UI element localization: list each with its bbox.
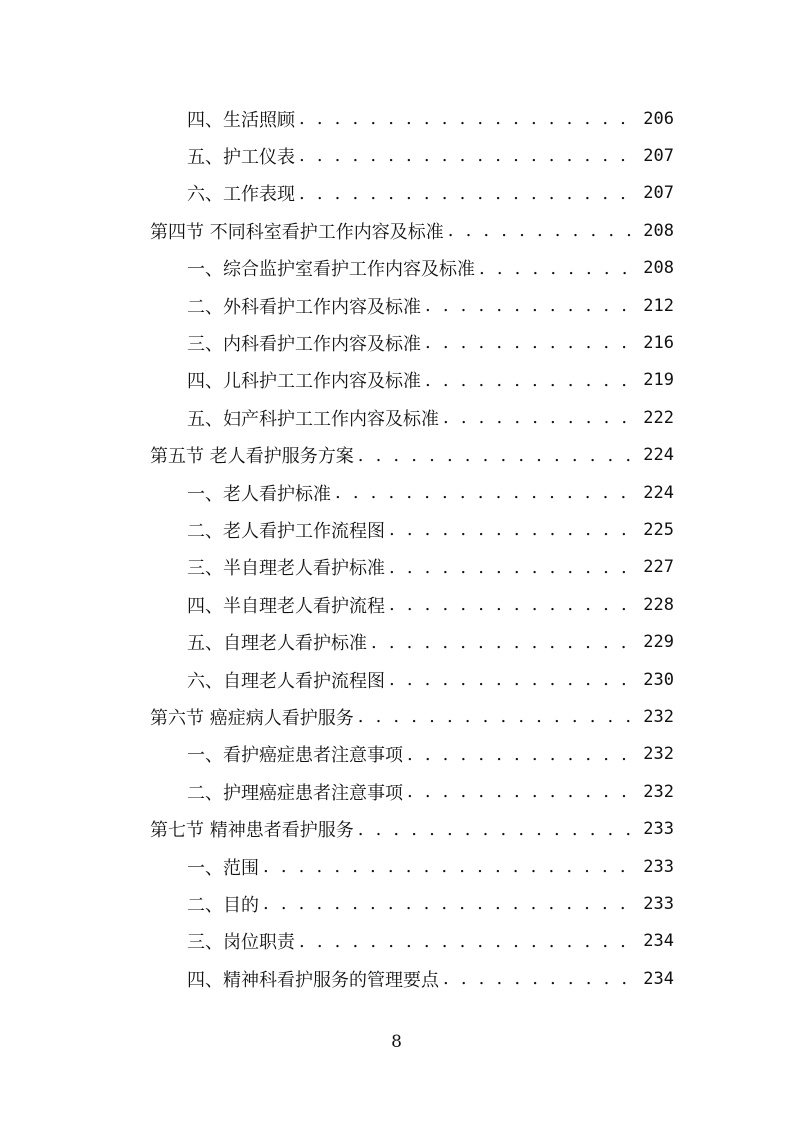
toc-entry-page: 232	[643, 744, 674, 765]
toc-dot-leader	[263, 856, 632, 877]
toc-entry-page: 207	[643, 183, 674, 204]
toc-entry-page: 233	[643, 893, 674, 914]
toc-item-entry[interactable]	[0, 960, 793, 997]
toc-item-entry[interactable]	[0, 624, 793, 661]
toc-entry-label: 第五节 老人看护服务方案	[150, 446, 354, 468]
toc-section-entry[interactable]	[0, 212, 793, 249]
toc-item-entry[interactable]	[0, 661, 793, 698]
toc-dot-leader	[389, 557, 632, 578]
toc-item-entry[interactable]	[0, 474, 793, 511]
page-number: 8	[391, 1032, 402, 1052]
toc-entry-label: 二、老人看护工作流程图	[187, 520, 385, 542]
toc-section-entry[interactable]	[0, 811, 793, 848]
toc-entry-label: 六、自理老人看护流程图	[187, 670, 385, 692]
toc-dot-leader	[358, 445, 632, 466]
toc-entry-label: 第七节 精神患者看护服务	[150, 820, 354, 842]
toc-dot-leader	[407, 781, 632, 802]
toc-entry-page: 224	[643, 445, 674, 466]
toc-item-entry[interactable]	[0, 399, 793, 436]
toc-item-entry[interactable]	[0, 137, 793, 174]
toc-item-entry[interactable]	[0, 586, 793, 623]
toc-item-entry[interactable]	[0, 885, 793, 922]
toc-entry-label: 一、老人看护标准	[187, 483, 331, 505]
toc-entry-label: 五、妇产科护工工作内容及标准	[187, 408, 439, 430]
toc-entry-label: 三、岗位职责	[187, 932, 295, 954]
toc-dot-leader	[358, 706, 632, 727]
toc-dot-leader	[389, 669, 632, 690]
toc-dot-leader	[425, 332, 632, 353]
toc-item-entry[interactable]	[0, 848, 793, 885]
toc-item-entry[interactable]	[0, 175, 793, 212]
toc-entry-page: 233	[643, 819, 674, 840]
toc-dot-leader	[371, 632, 632, 653]
toc-entry-label: 五、自理老人看护标准	[187, 633, 367, 655]
toc-entry-page: 232	[643, 706, 674, 727]
toc-entry-label: 五、护工仪表	[187, 146, 295, 168]
toc-item-entry[interactable]	[0, 923, 793, 960]
toc-entry-page: 232	[643, 781, 674, 802]
toc-entry-page: 219	[643, 370, 674, 391]
toc-entry-page: 230	[643, 669, 674, 690]
toc-dot-leader	[425, 370, 632, 391]
toc-entry-page: 229	[643, 632, 674, 653]
toc-entry-label: 一、范围	[187, 857, 259, 879]
toc-entry-label: 一、综合监护室看护工作内容及标准	[187, 259, 475, 281]
toc-entry-page: 208	[643, 258, 674, 279]
toc-entry-page: 228	[643, 594, 674, 615]
toc-entry-page: 234	[643, 968, 674, 989]
toc-dot-leader	[425, 295, 632, 316]
toc-entry-page: 222	[643, 407, 674, 428]
toc-entry-label: 一、看护癌症患者注意事项	[187, 745, 403, 767]
toc-dot-leader	[299, 108, 632, 129]
toc-dot-leader	[299, 145, 632, 166]
toc-item-entry[interactable]	[0, 287, 793, 324]
toc-entry-label: 三、内科看护工作内容及标准	[187, 333, 421, 355]
toc-entry-label: 二、护理癌症患者注意事项	[187, 782, 403, 804]
toc-item-entry[interactable]	[0, 250, 793, 287]
toc-dot-leader	[443, 968, 632, 989]
toc-entry-label: 第六节 癌症病人看护服务	[150, 707, 354, 729]
toc-entry-page: 233	[643, 856, 674, 877]
toc-item-entry[interactable]	[0, 736, 793, 773]
toc-entry-page: 207	[643, 145, 674, 166]
toc-entry-page: 206	[643, 108, 674, 129]
toc-entry-label: 四、半自理老人看护流程	[187, 595, 385, 617]
toc-entry-page: 224	[643, 482, 674, 503]
toc-dot-leader	[335, 482, 632, 503]
toc-item-entry[interactable]	[0, 511, 793, 548]
toc-entry-page: 225	[643, 519, 674, 540]
toc-entry-page: 234	[643, 931, 674, 952]
toc-dot-leader	[299, 931, 632, 952]
toc-entry-label: 四、精神科看护服务的管理要点	[187, 969, 439, 991]
toc-dot-leader	[389, 594, 632, 615]
toc-entry-label: 三、半自理老人看护标准	[187, 558, 385, 580]
toc-entry-label: 四、生活照顾	[187, 109, 295, 131]
toc-entry-page: 227	[643, 557, 674, 578]
toc-entry-page: 208	[643, 220, 674, 241]
toc-entry-page: 216	[643, 332, 674, 353]
toc-dot-leader	[407, 744, 632, 765]
toc-item-entry[interactable]	[0, 773, 793, 810]
toc-dot-leader	[263, 893, 632, 914]
toc-item-entry[interactable]	[0, 549, 793, 586]
toc-dot-leader	[479, 258, 632, 279]
toc-section-entry[interactable]	[0, 437, 793, 474]
toc-dot-leader	[358, 819, 632, 840]
toc-entry-page: 212	[643, 295, 674, 316]
toc-entry-label: 六、工作表现	[187, 184, 295, 206]
toc-dot-leader	[299, 183, 632, 204]
toc-entry-label: 二、目的	[187, 894, 259, 916]
toc-entry-label: 二、外科看护工作内容及标准	[187, 296, 421, 318]
toc-item-entry[interactable]	[0, 362, 793, 399]
toc-entry-label: 第四节 不同科室看护工作内容及标准	[150, 221, 444, 243]
toc-dot-leader	[389, 519, 632, 540]
toc-dot-leader	[443, 407, 632, 428]
toc-section-entry[interactable]	[0, 698, 793, 735]
toc-entry-label: 四、儿科护工工作内容及标准	[187, 371, 421, 393]
toc-dot-leader	[448, 220, 632, 241]
toc-item-entry[interactable]	[0, 324, 793, 361]
toc-item-entry[interactable]	[0, 100, 793, 137]
